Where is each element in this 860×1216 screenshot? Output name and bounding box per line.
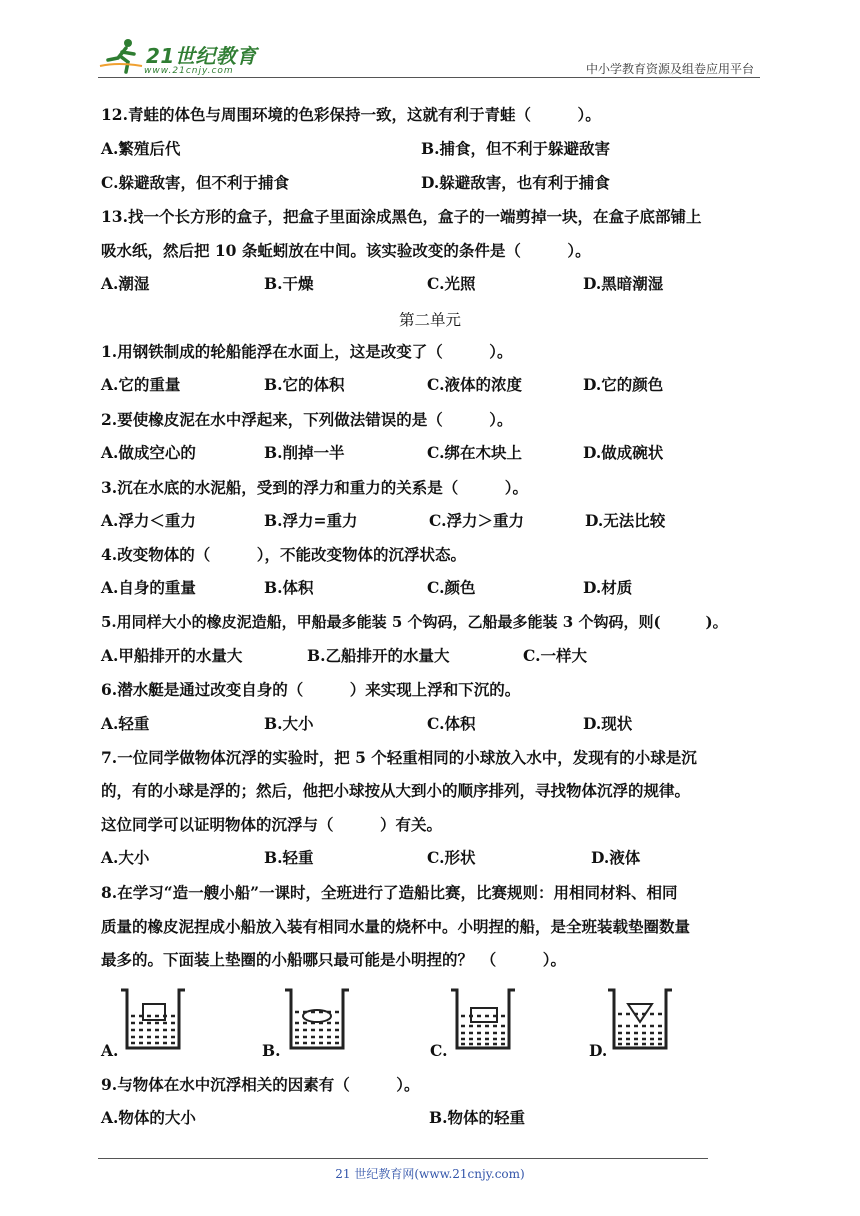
question-8-cont: 最多的。下面装上垫圈的小船哪只最可能是小明捏的？ （ ）。 bbox=[101, 950, 567, 969]
question-9: 9.与物体在水中沉浮相关的因素有（ ）。 bbox=[101, 1075, 420, 1094]
option: C.绑在木块上 bbox=[427, 443, 522, 462]
logo-text: 21世纪教育 bbox=[146, 44, 257, 68]
option-label: C. bbox=[430, 1041, 448, 1060]
option: B.捕食，但不利于躲避敌害 bbox=[421, 139, 610, 158]
page-header bbox=[98, 30, 760, 78]
option: C.浮力＞重力 bbox=[429, 511, 524, 530]
option: A.浮力＜重力 bbox=[101, 511, 196, 530]
question-2: 2.要使橡皮泥在水中浮起来，下列做法错误的是（ ）。 bbox=[101, 410, 513, 429]
option: B.浮力=重力 bbox=[264, 511, 358, 530]
logo bbox=[98, 36, 268, 76]
section-title: 第二单元 bbox=[398, 311, 461, 329]
option: C.颜色 bbox=[427, 578, 476, 597]
option: A.物体的大小 bbox=[101, 1108, 196, 1127]
option: A.轻重 bbox=[101, 714, 150, 733]
option: A.做成空心的 bbox=[101, 443, 196, 462]
option: B.体积 bbox=[264, 578, 314, 597]
option: A.繁殖后代 bbox=[101, 139, 181, 158]
option: D.它的颜色 bbox=[583, 375, 664, 394]
option: C.形状 bbox=[427, 848, 476, 867]
option: A.潮湿 bbox=[101, 274, 150, 293]
option: C.一样大 bbox=[523, 646, 587, 665]
option: A.自身的重量 bbox=[101, 578, 196, 597]
question-1: 1.用钢铁制成的轮船能浮在水面上，这是改变了（ ）。 bbox=[101, 342, 513, 361]
question-6: 6.潜水艇是通过改变自身的（ ）来实现上浮和下沉的。 bbox=[101, 680, 521, 699]
option: B.削掉一半 bbox=[264, 443, 345, 462]
option: C.躲避敌害，但不利于捕食 bbox=[101, 173, 289, 192]
option: B.大小 bbox=[264, 714, 314, 733]
platform-name: 中小学教育资源及组卷应用平台 bbox=[585, 62, 754, 76]
header-divider bbox=[98, 77, 760, 78]
option: D.做成碗状 bbox=[583, 443, 664, 462]
option: A.它的重量 bbox=[101, 375, 181, 394]
beaker-a-icon bbox=[117, 986, 189, 1052]
option: B.乙船排开的水量大 bbox=[307, 646, 450, 665]
question-12: 12.青蛙的体色与周围环境的色彩保持一致，这就有利于青蛙（ ）。 bbox=[101, 105, 601, 124]
option: D.黑暗潮湿 bbox=[583, 274, 664, 293]
option: A.大小 bbox=[101, 848, 150, 867]
footer-divider bbox=[98, 1158, 708, 1159]
question-7: 7.一位同学做物体沉浮的实验时，把 5 个轻重相同的小球放入水中，发现有的小球是沉 bbox=[101, 748, 697, 767]
question-3: 3.沉在水底的水泥船，受到的浮力和重力的关系是（ ）。 bbox=[101, 478, 528, 497]
option: D.现状 bbox=[583, 714, 633, 733]
option-label: D. bbox=[589, 1041, 608, 1060]
question-8-cont: 质量的橡皮泥捏成小船放入装有相同水量的烧杯中。小明捏的船，是全班装载垫圈数量 bbox=[101, 917, 691, 936]
option: C.光照 bbox=[427, 274, 476, 293]
question-4: 4.改变物体的（ ），不能改变物体的沉浮状态。 bbox=[101, 545, 466, 564]
question-7-cont: 这位同学可以证明物体的沉浮与（ ）有关。 bbox=[101, 815, 443, 834]
beaker-d-icon bbox=[604, 986, 676, 1052]
option: B.干燥 bbox=[264, 274, 314, 293]
question-13-cont: 吸水纸，然后把 10 条蚯蚓放在中间。该实验改变的条件是（ ）。 bbox=[101, 241, 591, 260]
question-13: 13.找一个长方形的盒子，把盒子里面涂成黑色，盒子的一端剪掉一块，在盒子底部铺上 bbox=[101, 207, 702, 226]
question-7-cont: 的，有的小球是浮的；然后，他把小球按从大到小的顺序排列，寻找物体沉浮的规律。 bbox=[101, 781, 691, 800]
option: D.躲避敌害，也有利于捕食 bbox=[421, 173, 610, 192]
option: C.液体的浓度 bbox=[427, 375, 522, 394]
option: B.轻重 bbox=[264, 848, 314, 867]
option: B.它的体积 bbox=[264, 375, 345, 394]
option: B.物体的轻重 bbox=[429, 1108, 525, 1127]
logo-url: www.21cnjy.com bbox=[144, 66, 234, 76]
option-label: A. bbox=[101, 1041, 119, 1060]
beaker-b-icon bbox=[281, 986, 353, 1052]
runner-logo-icon bbox=[98, 36, 146, 76]
option: D.液体 bbox=[591, 848, 641, 867]
option: A.甲船排开的水量大 bbox=[101, 646, 243, 665]
option-label: B. bbox=[262, 1041, 281, 1060]
footer-text: 21 世纪教育网(www.21cnjy.com) bbox=[335, 1167, 525, 1181]
option: C.体积 bbox=[427, 714, 476, 733]
question-8: 8.在学习“造一艘小船”一课时，全班进行了造船比赛，比赛规则：用相同材料、相同 bbox=[101, 883, 678, 902]
option: D.材质 bbox=[583, 578, 633, 597]
option: D.无法比较 bbox=[585, 511, 666, 530]
question-5: 5.用同样大小的橡皮泥造船，甲船最多能装 5 个钩码，乙船最多能装 3 个钩码，则( )。 bbox=[101, 613, 728, 631]
beaker-c-icon bbox=[447, 986, 519, 1052]
